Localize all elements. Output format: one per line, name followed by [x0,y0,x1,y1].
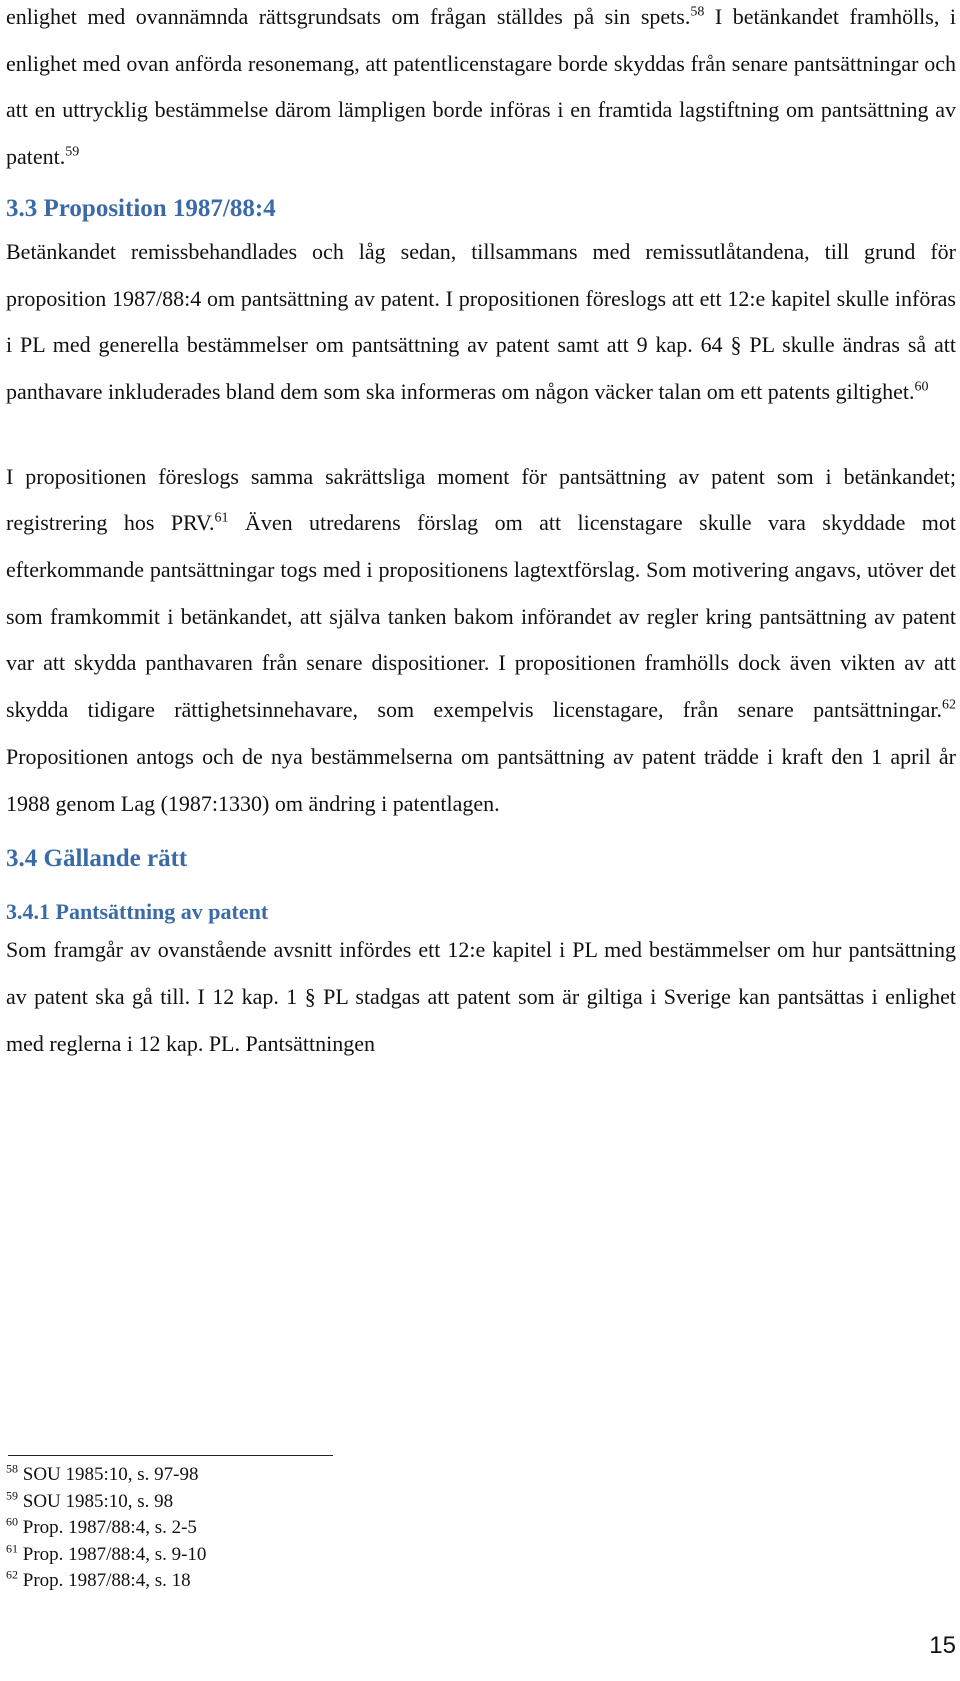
paragraph-intro [6,0,956,181]
footnote-62 [6,1568,606,1595]
footnote-number: 62 [6,1567,18,1582]
footnote-number: 59 [6,1488,18,1503]
subsection-heading-3-4-1: 3.4.1 Pantsättning av patent [6,899,269,925]
footnote-text: Prop. 1987/88:4, s. 9-10 [22,1543,207,1565]
footnote-text: SOU 1985:10, s. 98 [22,1490,174,1512]
paragraph-text: Betänkandet remissbehandlades och låg sedan, tillsammans med remissutlåtandena, till grund för proposition 1987/88:4 om pantsättning av patent. I propositionen föreslogs att ett 12:e kapitel skulle införas i PL med generella bestämmelser om pantsättning av patent samt att 9 kap. 64 § PL skulle ändras så att panthavare inkluderades bland dem som ska informeras om någon väcker talan om ett patents giltighet. [6,238,956,404]
page-number: 15 [929,1632,956,1659]
footnote-text: SOU 1985:10, s. 97-98 [22,1464,199,1485]
footnote-59 [6,1489,606,1516]
footnote-text: Prop. 1987/88:4, s. 18 [22,1570,191,1591]
section-heading-3-4: 3.4 Gällande rätt [6,845,188,873]
footnote-ref-59: 59 [65,144,80,160]
paragraph-text: Även utredarens förslag om att licenstagare skulle vara skyddade mot efterkommande pantsättningar togs med i propositionens lagtextförslag. Som motivering angavs, utöver det som framkommit i betänkandet, att själva tanken bakom införandet av regler kring pantsättning av patent var att skydda panthavaren från senare dispositioner. I propositionen framhölls dock även vikten av att skydda tidigare rättighetsinnehavare, som exempelvis licenstagare, från senare pantsättningar. [6,510,957,723]
footnote-58 [6,1462,606,1489]
paragraph-text: I betänkandet framhölls, i enlighet med ovan anförda resonemang, att patentlicenstagare borde skyddas från senare pantsättningar och att en uttrycklig bestämmelse därom lämpligen borde införas i en framtida lagstiftning om pantsättning av patent. [6,4,956,170]
footnote-number: 60 [6,1514,18,1529]
paragraph-text: enlighet med ovannämnda rättsgrundsats om frågan ställdes på sin spets. [6,4,691,29]
document-page [6,0,956,1067]
footnote-ref-61: 61 [214,511,229,526]
paragraph-text: I propositionen föreslogs samma sakrättsliga moment för pantsättning av patent som i betänkandet; registrering hos PRV. [6,463,956,536]
footnote-number: 61 [6,1541,18,1556]
footnote-ref-62: 62 [942,697,956,713]
section-heading-3-3: 3.3 Proposition 1987/88:4 [6,194,276,222]
footnote-number: 58 [6,1461,18,1476]
footnote-divider [8,1455,333,1456]
footnote-60 [6,1515,606,1542]
paragraph-proposition-2 [6,454,956,828]
footnote-ref-60: 60 [914,379,929,395]
footnote-text: Prop. 1987/88:4, s. 2-5 [22,1517,197,1538]
paragraph-current-law: Som framgår av ovanstående avsnitt infördes ett 12:e kapitel i PL med bestämmelser om hur pantsättning av patent ska gå till. I 12 kap. 1 § PL stadgas att patent som är giltiga i Sverige kan pantsättas i enlighet med reglerna i 12 kap. PL. Pantsättningen [6,937,956,1056]
paragraph-proposition [6,229,956,416]
footnote-61 [6,1542,606,1569]
footnote-ref-58: 58 [690,4,705,20]
paragraph-text: Propositionen antogs och de nya bestämmelserna om pantsättning av patent trädde i kraft den 1 april år 1988 genom Lag (1987:1330) om ändring i patentlagen. [6,743,956,816]
footnotes [6,1462,606,1595]
